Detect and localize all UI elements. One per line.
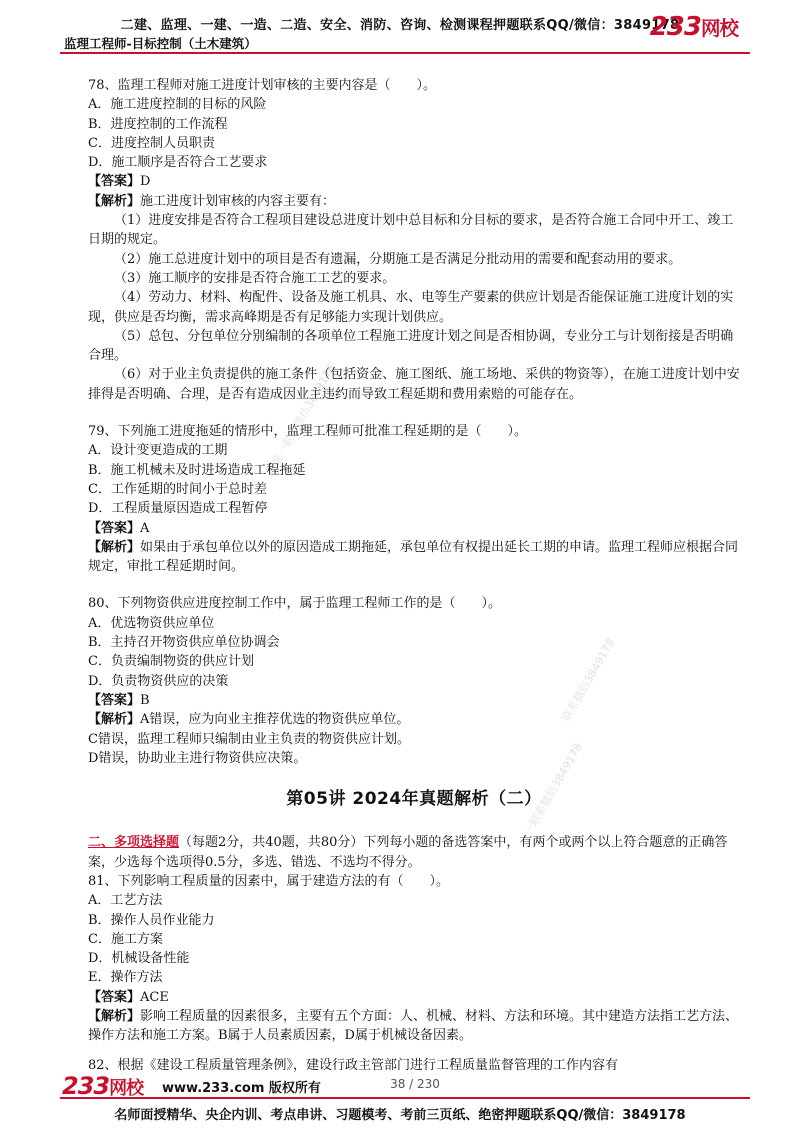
- answer-line: [88, 691, 740, 710]
- option: B．主持召开物资供应单位协调会: [88, 635, 280, 651]
- answer-value: A: [140, 520, 150, 536]
- footer-promo: 名师面授精华、央企内训、考点串讲、习题模考、考前三页纸、绝密押题联系QQ/微信：3849178: [114, 1108, 686, 1123]
- answer-value: B: [140, 692, 150, 708]
- analysis-point: （3）施工顺序的安排是否符合施工工艺的要求。: [114, 270, 396, 286]
- option: D．工程质量原因造成工程暂停: [88, 501, 268, 517]
- question-78: 78、监理工程师对施工进度计划审核的主要内容是（ ）。: [88, 78, 437, 93]
- answer-tag: 【答案】: [88, 520, 141, 536]
- analysis-text: 如果由于承包单位以外的原因造成工期拖延，承包单位有权提出延长工期的申请。监理工程师应根据合同规定，审批工程延期时间。: [88, 539, 739, 575]
- page-number: 38 / 230: [390, 1077, 440, 1091]
- section-instructions: [88, 833, 740, 872]
- footer-site: www.233.com 版权所有: [162, 1081, 321, 1096]
- question-82: 82、根据《建设工程质量管理条例》，建设行政主管部门进行工程质量监督管理的工作内容有: [88, 1057, 619, 1073]
- instructions-text: （每题2分，共40题，共80分）下列每小题的备选答案中，有两个或两个以上符合题意的正确答案，少选每个选项得0.5分，多选、错选、不选均不得分。: [88, 835, 728, 870]
- analysis-line: [88, 538, 740, 577]
- option: D．机械设备性能: [88, 951, 190, 967]
- answer-line: [88, 519, 740, 538]
- answer-line: [88, 172, 740, 191]
- watermark-2: 联系微信3849178: [559, 636, 618, 724]
- answer-tag: 【答案】: [88, 989, 141, 1005]
- section-title: 第05讲 2024年真题解析（二）: [286, 789, 542, 810]
- logo-text: 网校: [109, 1078, 144, 1099]
- analysis-point: （2）施工总进度计划中的项目是否有遗漏，分期施工是否满足分批动用的需要和配套动用的要求。: [114, 251, 682, 267]
- section-label: 二、多项选择题: [88, 835, 180, 851]
- footer-logo: [62, 1072, 143, 1100]
- option: C．负责编制物资的供应计划: [88, 654, 254, 670]
- option: A．工艺方法: [88, 893, 163, 909]
- logo-number: 233: [62, 1072, 110, 1100]
- option: C．施工方案: [88, 931, 163, 947]
- option: C．进度控制人员职责: [88, 135, 215, 151]
- analysis-point: （4）劳动力、材料、构配件、设备及施工机具、水、电等生产要素的供应计划是否能保证施工进度计划的实现，供应是否均衡，需求高峰期是否有足够能力实现计划供应。: [88, 290, 734, 325]
- analysis-point: （6）对于业主负责提供的施工条件（包括资金、施工图纸、施工场地、采供的物资等），在施工进度计划中安排得是否明确、合理，是否有造成因业主违约而导致工程延期和费用索赔的可能存在。: [88, 367, 740, 402]
- question-81: 81、下列影响工程质量的因素中，属于建造方法的有（ ）。: [88, 873, 450, 889]
- option: D．负责物资供应的决策: [88, 673, 229, 689]
- main-content: [88, 76, 740, 1075]
- option: B．进度控制的工作流程: [88, 116, 228, 132]
- footer-rule: [60, 1097, 750, 1099]
- option: B．施工机械未及时进场造成工程拖延: [88, 462, 306, 478]
- analysis-line: [88, 1007, 740, 1046]
- answer-line: [88, 988, 740, 1007]
- analysis-text: C错误，监理工程师只编制由业主负责的物资供应计划。: [88, 731, 410, 747]
- header-promo: 二建、监理、一建、一造、二造、安全、消防、咨询、检测课程押题联系QQ/微信：3849178: [120, 18, 680, 33]
- analysis-text: 影响工程质量的因素很多，主要有五个方面：人、机械、材料、方法和环境。其中建造方法指工艺方法、操作方法和施工方案。B属于人员素质因素，D属于机械设备因素。: [88, 1009, 739, 1044]
- option: E．操作方法: [88, 970, 163, 986]
- analysis-tag: 【解析】: [88, 539, 141, 555]
- logo-text: 网校: [700, 17, 738, 40]
- analysis-line: [88, 192, 740, 211]
- option: A．设计变更造成的工期: [88, 443, 228, 459]
- answer-value: ACE: [140, 989, 169, 1005]
- option: A．施工进度控制的目标的风险: [88, 97, 267, 113]
- analysis-text: D错误，协助业主进行物资供应决策。: [88, 750, 307, 766]
- option: B．操作人员作业能力: [88, 912, 215, 928]
- analysis-tag: 【解析】: [88, 1009, 141, 1025]
- question-80: 80、下列物资供应进度控制工作中，属于监理工程师工作的是（ ）。: [88, 596, 502, 612]
- watermark-1: 精准一联系微信3849178: [263, 361, 338, 478]
- analysis-tag: 【解析】: [88, 712, 141, 728]
- analysis-text: A错误，应为向业主推荐优选的物资供应单位。: [140, 712, 410, 728]
- analysis-tag: 【解析】: [88, 193, 141, 209]
- document-subtitle: 监理工程师-目标控制（土木建筑）: [64, 36, 257, 51]
- answer-tag: 【答案】: [88, 692, 141, 708]
- brand-logo: [650, 12, 738, 42]
- answer-tag: 【答案】: [88, 174, 141, 190]
- answer-value: D: [140, 174, 151, 190]
- analysis-point: （1）进度安排是否符合工程项目建设总进度计划中总目标和分目标的要求，是否符合施工合同中开工、竣工日期的规定。: [88, 213, 734, 248]
- analysis-point: （5）总包、分包单位分别编制的各项单位工程施工进度计划之间是否相协调，专业分工与计划衔接是否明确合理。: [88, 328, 734, 364]
- option: C．工作延期的时间小于总时差: [88, 481, 267, 497]
- watermark-3: 一联系微信3849178: [521, 740, 585, 838]
- option: D．施工顺序是否符合工艺要求: [88, 155, 268, 171]
- analysis-line: [88, 710, 740, 729]
- logo-number: 233: [649, 12, 701, 42]
- analysis-text: 施工进度计划审核的内容主要有：: [140, 193, 336, 209]
- option: A．优选物资供应单位: [88, 615, 215, 631]
- question-79: 79、下列施工进度拖延的情形中，监理工程师可批准工程延期的是（ ）。: [88, 424, 528, 440]
- header-rule: [60, 52, 750, 54]
